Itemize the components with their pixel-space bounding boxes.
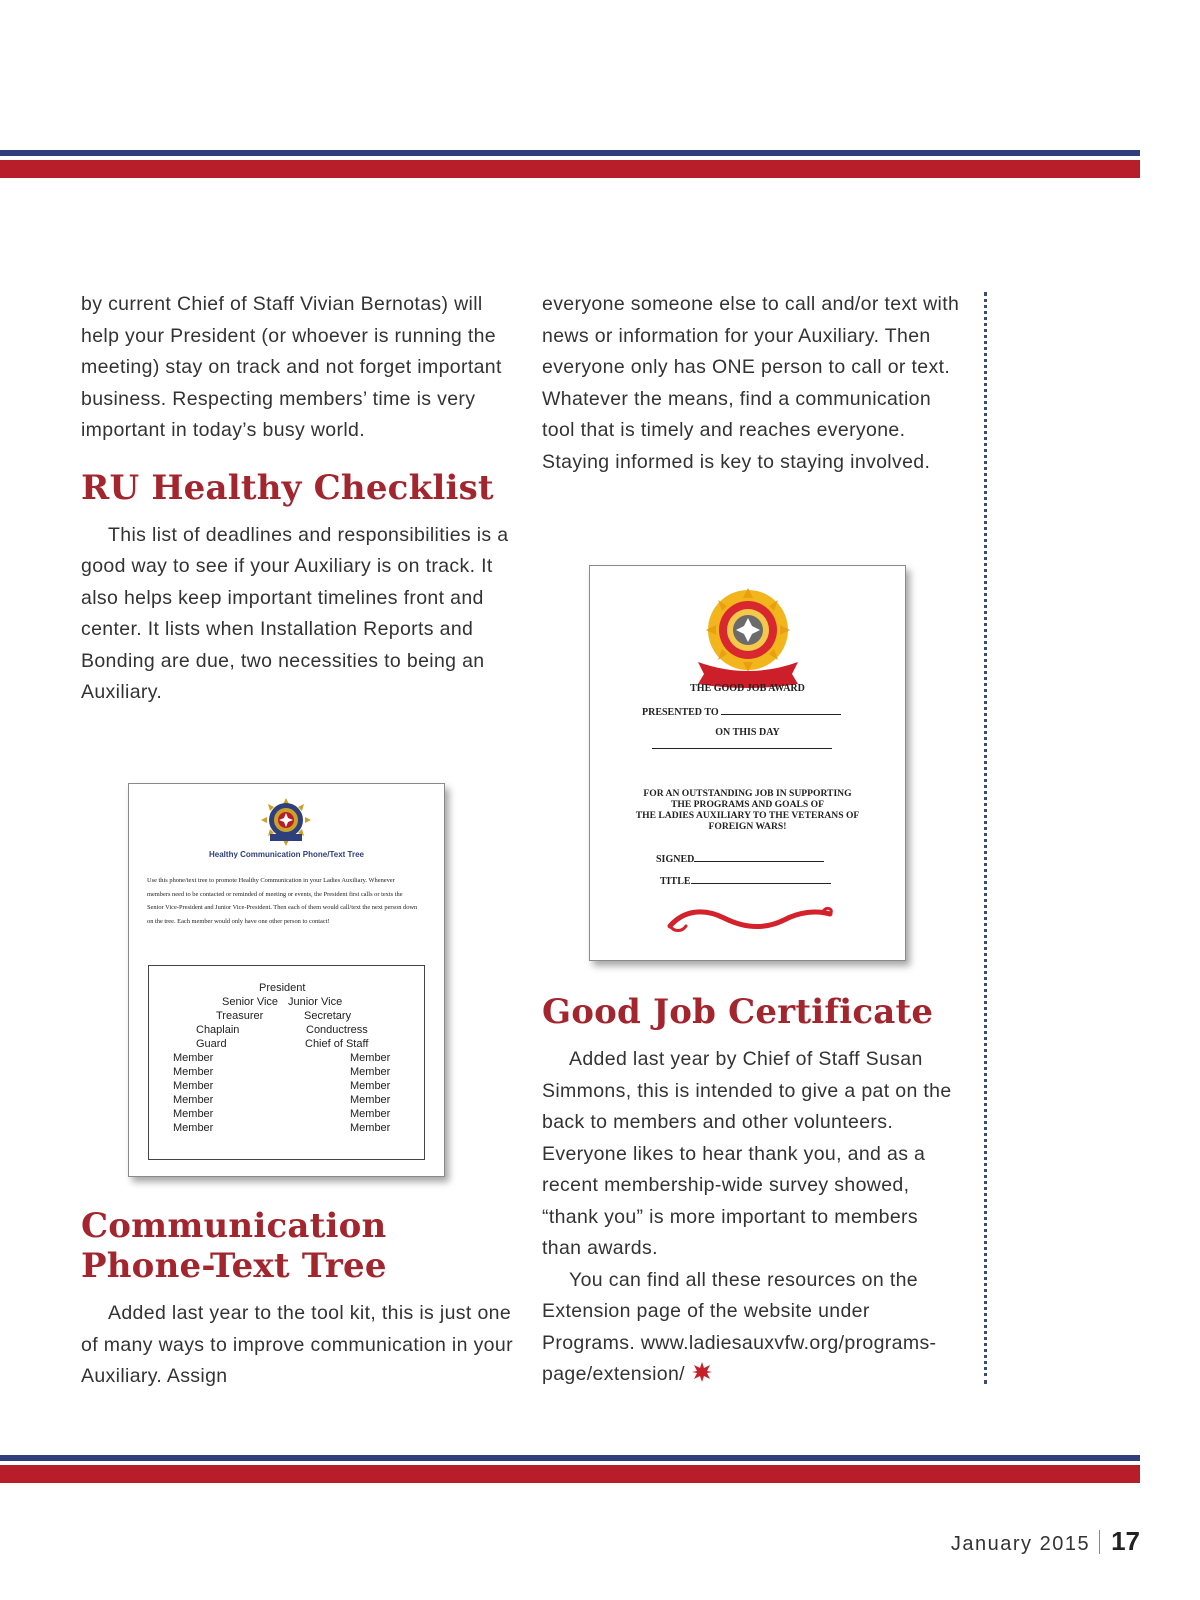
cert-citation [610, 788, 885, 832]
certificate-paragraph: Added last year by Chief of Staff Susan Simmons, this is intended to give a pat on the back to members and other volunteers. Everyone likes to hear thank you, and as a recent membership-wide survey showed, “thank you” is more important to members than awards. [542, 1048, 952, 1259]
heading-good-job-certificate: Good Job Certificate [542, 992, 934, 1032]
tree-member: Member [350, 1108, 391, 1120]
phone-tree-document-image [128, 783, 445, 1177]
tree-president: President [259, 982, 306, 994]
cert-award-title: THE GOOD JOB AWARD [690, 683, 805, 694]
tree-member: Member [350, 1094, 391, 1106]
top-red-stripe [0, 160, 1140, 178]
tree-chaplain: Chaplain [196, 1024, 240, 1036]
top-color-band [0, 150, 1140, 178]
tree-member: Member [350, 1066, 391, 1078]
footer-separator [1099, 1530, 1100, 1554]
left-intro-paragraph: by current Chief of Staff Vivian Bernotas) will help your President (or whoever is running the meeting) stay on track and not forget important business. Respecting members’ time is very important in today’s busy world. [81, 293, 502, 441]
checklist-paragraph: This list of deadlines and responsibilities is a good way to see if your Auxiliary is on track. It also helps keep important timelines front and center. It lists when Installation Reports and Bonding are due, two necessities to being an Auxiliary. [81, 523, 509, 703]
cert-citation-line1: FOR AN OUTSTANDING JOB IN SUPPORTING [643, 788, 852, 799]
tree-member: Member [173, 1108, 214, 1120]
tree-doc-instructions: Use this phone/text tree to promote Healthy Communication in your Ladies Auxiliary. Whenever members need to be contacted or reminded of meeting or events, the President first calls or texts the Senior Vice-President and Junior Vice-President. Then each of them would call/text the next person down on the tree. Each member would only have one other person to contact! [147, 877, 418, 925]
top-blue-stripe [0, 150, 1140, 156]
tree-member: Member [173, 1052, 214, 1064]
heading-communication-tree-line2: Phone-Text Tree [81, 1246, 387, 1286]
resources-text: You can find all these resources on the Extension page of the website under Programs. www.ladiesauxvfw.org/programs-page/extension/ [542, 1268, 937, 1385]
red-flourish-icon [664, 904, 836, 936]
cert-presented-to-label: PRESENTED TO [642, 707, 719, 718]
heading-communication-tree-line1: Communication [81, 1206, 387, 1246]
tree-chief-of-staff: Chief of Staff [305, 1038, 369, 1050]
tree-member: Member [350, 1122, 391, 1134]
tree-doc-title: Healthy Communication Phone/Text Tree [209, 850, 364, 859]
cert-citation-line3: THE LADIES AUXILIARY TO THE VETERANS OF [635, 810, 860, 821]
award-seal-icon [692, 588, 804, 688]
tree-member: Member [173, 1122, 214, 1134]
tree-senior-vice: Senior Vice [222, 996, 279, 1008]
page-footer [951, 1526, 1140, 1557]
cert-signed-label: SIGNED [656, 854, 695, 865]
right-column [542, 289, 962, 478]
vfw-emblem-icon [259, 798, 313, 846]
left-column-lower [81, 1206, 521, 1393]
cert-citation-line4: FOREIGN WARS! [708, 821, 787, 832]
tree-secretary: Secretary [304, 1010, 352, 1022]
cert-presented-line [721, 705, 841, 715]
issue-date: January 2015 [950, 1533, 1091, 1555]
cert-title [660, 874, 831, 887]
page-number: 17 [1111, 1526, 1140, 1556]
bottom-blue-stripe [0, 1455, 1140, 1461]
column-dotted-divider [984, 292, 987, 1384]
cert-presented-to [642, 705, 841, 718]
good-job-certificate-image [589, 565, 906, 961]
tree-treasurer: Treasurer [216, 1010, 264, 1022]
tree-guard: Guard [196, 1038, 227, 1050]
left-column [81, 289, 521, 709]
tree-member: Member [173, 1066, 214, 1078]
vfw-cross-end-mark-icon [691, 1361, 713, 1383]
cert-date-line [652, 748, 832, 749]
cert-signed [656, 852, 824, 865]
phone-tree-box [148, 965, 425, 1160]
tree-member: Member [350, 1080, 391, 1092]
tree-member: Member [173, 1094, 214, 1106]
tree-junior-vice: Junior Vice [288, 996, 343, 1008]
phone-tree-paragraph: Added last year to the tool kit, this is just one of many ways to improve communication in your Auxiliary. Assign [81, 1302, 513, 1387]
tree-member: Member [350, 1052, 391, 1064]
right-column-lower [542, 992, 962, 1391]
bottom-color-band [0, 1455, 1140, 1483]
cert-on-this-day: ON THIS DAY [715, 727, 780, 738]
cert-citation-line2: THE PROGRAMS AND GOALS OF [671, 799, 824, 810]
right-intro-paragraph: everyone someone else to call and/or text with news or information for your Auxiliary. Then everyone only has ONE person to call or text. Whatever the means, find a communication tool that is timely and reaches everyone. Staying informed is key to staying involved. [542, 293, 960, 473]
heading-ru-healthy-checklist: RU Healthy Checklist [81, 467, 494, 508]
cert-title-label: TITLE [660, 876, 691, 887]
bottom-red-stripe [0, 1465, 1140, 1483]
tree-conductress: Conductress [306, 1024, 368, 1036]
tree-member: Member [173, 1080, 214, 1092]
cert-title-line [691, 874, 831, 884]
cert-signed-line [694, 852, 824, 862]
resources-paragraph [542, 1265, 962, 1391]
